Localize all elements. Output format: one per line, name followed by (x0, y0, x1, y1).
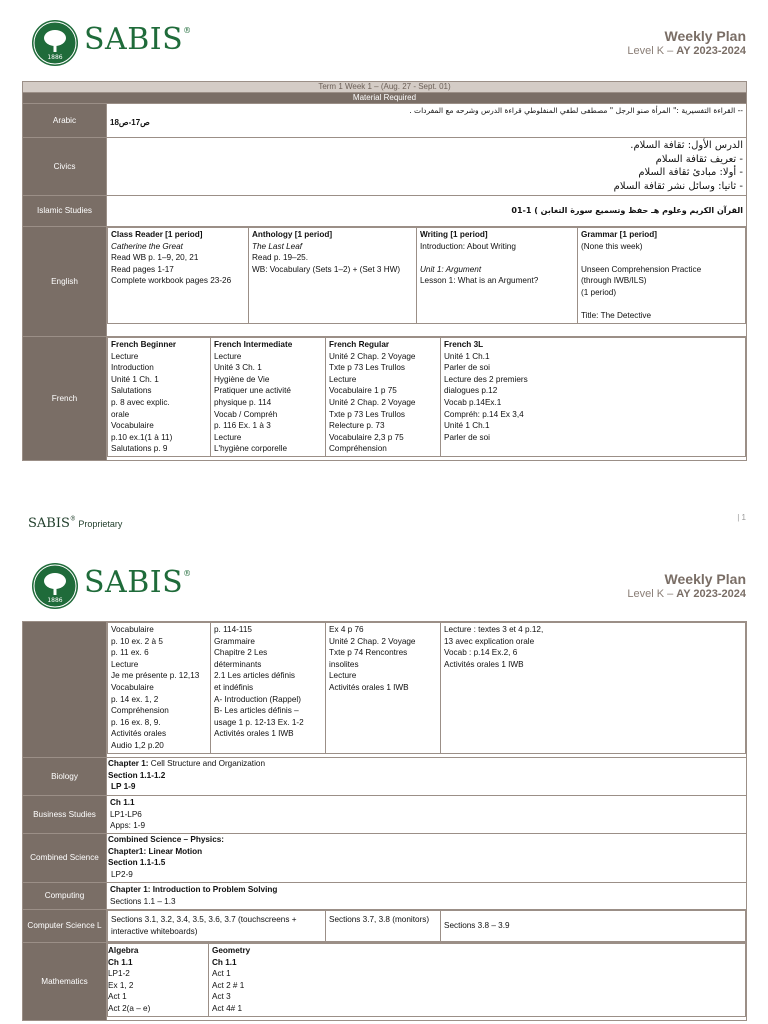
material-row: Material Required (23, 93, 747, 104)
csl-col-2: Sections 3.7, 3.8 (monitors) (326, 911, 441, 942)
subject-biology: Biology (23, 758, 107, 796)
english-writing: Writing [1 period] Introduction: About Writing Unit 1: Argument Lesson 1: What is an Argument? (417, 228, 578, 324)
sabis-logo-2 (32, 563, 212, 613)
row-english (23, 227, 747, 337)
page-number: | 1 (737, 513, 746, 522)
computing-line-1: Chapter 1: Introduction to Problem Solving (110, 885, 278, 894)
subject-civics: Civics (23, 138, 107, 196)
business-lp: LP1-LP6 (110, 809, 142, 819)
row-math (23, 943, 747, 1021)
islamic-line: القرآن الكريم وعلوم هـ حفظ وتسميع سورة التغابن ) 1-01 (511, 206, 743, 216)
subject-arabic: Arabic (23, 104, 107, 138)
subject-combined: Combined Science (23, 834, 107, 883)
plan-title (627, 28, 746, 57)
business-ch: Ch 1.1 (110, 798, 135, 807)
brand-name: SABIS® (84, 22, 192, 57)
row-arabic (23, 104, 747, 138)
sabis-logo (32, 20, 212, 70)
tree-seal-icon: 1886 (32, 20, 78, 66)
subject-english: English (23, 227, 107, 337)
level-ay: Level K – AY 2023-2024 (627, 45, 746, 57)
biology-section: Section 1.1-1.2 (108, 770, 166, 780)
weekly-plan-table-page2 (22, 621, 747, 1021)
page1-footer: SABIS® Proprietary (28, 515, 123, 531)
english-class-reader: Class Reader [1 period] Catherine the Great Read WB p. 1–9, 20, 21 Read pages 1-17 Complete workbook pages 23-26 (108, 228, 249, 324)
french2-intermediate: p. 114-115 Grammaire Chapitre 2 Les déterminants 2.1 Les articles définis et indéfinis A- Introduction (Rappel) B- Les articles définis – usage 1 p. 12-13 Ex. 1-2 Activités orales 1 IWB (211, 623, 326, 754)
page1-header (0, 20, 768, 90)
business-apps: Apps: 1-9 (110, 821, 146, 831)
row-csl (23, 910, 747, 943)
english-grammar: Grammar [1 period] (None this week) Unseen Comprehension Practice (through IWB/ILS) (1 period) Title: The Detective (578, 228, 746, 324)
french-intermediate: French Intermediate Lecture Unité 3 Ch. 1 Hygiène de Vie Pratiquer une activité physique p. 114 Vocab / Compréh p. 116 Ex. 1 à 3 Lecture L'hygiène corporelle (211, 338, 326, 457)
subject-business: Business Studies (23, 796, 107, 834)
civics-lines: الدرس الأول: ثقافة السلام. - تعريف ثقافة السلام - أولا: مبادئ ثقافة السلام - ثانيا: وسائل نشر ثقافة السلام (613, 140, 743, 192)
tree-seal-icon-2: 1886 (32, 563, 78, 609)
french-beginner: French Beginner Lecture Introduction Unité 1 Ch. 1 Salutations p. 8 avec explic. orale Vocabulaire p.10 ex.1(1 à 11) Salutations p. 9 (108, 338, 211, 457)
row-business (23, 796, 747, 834)
csl-col-3: Sections 3.8 – 3.9 (441, 911, 746, 942)
row-biology (23, 758, 747, 796)
math-geometry: Geometry Ch 1.1 Act 1 Act 2 # 1 Act 3 Act 4# 1 (209, 944, 746, 1017)
subject-french-cont (23, 622, 107, 758)
row-french (23, 337, 747, 461)
row-french-cont (23, 622, 747, 758)
row-computing (23, 883, 747, 910)
csl-col-1: Sections 3.1, 3.2, 3.4, 3.5, 3.6, 3.7 (touchscreens + interactive whiteboards) (108, 911, 326, 942)
subject-islamic: Islamic Studies (23, 196, 107, 227)
arabic-line-2: ص17-ص18 (110, 117, 150, 127)
brand-name-2: SABIS® (84, 565, 192, 600)
subject-csl: Computer Science L (23, 910, 107, 943)
french2-regular: Ex 4 p 76 Unité 2 Chap. 2 Voyage Txte p 74 Rencontres insolites Lecture Activités orales 1 IWB (326, 623, 441, 754)
subject-computing: Computing (23, 883, 107, 910)
plan-title-2: Weekly Plan Level K – AY 2023-2024 (627, 571, 746, 600)
combined-line-1: Combined Science – Physics: (108, 835, 225, 844)
english-anthology: Anthology [1 period] The Last Leaf Read p. 19–25. WB: Vocabulary (Sets 1–2) + (Set 3 HW) (249, 228, 417, 324)
combined-line-2: Chapter1: Linear Motion (108, 846, 203, 856)
subject-french: French (23, 337, 107, 461)
french2-beginner: Vocabulaire p. 10 ex. 2 à 5 p. 11 ex. 6 Lecture Je me présente p. 12,13 Vocabulaire p. 14 ex. 1, 2 Compréhension p. 16 ex. 8, 9. Activités orales Audio 1,2 p.20 (108, 623, 211, 754)
biology-lp: LP 1-9 (111, 782, 136, 792)
row-civics (23, 138, 747, 196)
arabic-line-1: -- القراءة التفسيرية :" المرأة صنو الرجل " مصطفى لطفي المنفلوطي قراءة الدرس وشرحه مع المفردات . (409, 106, 743, 115)
biology-chapter: Chapter 1: Cell Structure and Organization (108, 759, 266, 768)
weekly-plan-title: Weekly Plan (664, 28, 746, 44)
french2-3l: Lecture : textes 3 et 4 p.12, 13 avec explication orale Vocab : p.14 Ex.2, 6 Activités orales 1 IWB (441, 623, 746, 754)
weekly-plan-table-page1 (22, 81, 747, 461)
subject-math: Mathematics (23, 943, 107, 1021)
math-algebra: Algebra Ch 1.1 LP1-2 Ex 1, 2 Act 1 Act 2(a – e) (108, 944, 209, 1017)
french-3l: French 3L Unité 1 Ch.1 Parler de soi Lecture des 2 premiers dialogues p.12 Vocab p.14Ex.1 Compréh: p.14 Ex 3,4 Unité 1 Ch.1 Parler de soi (441, 338, 746, 457)
row-combined (23, 834, 747, 883)
row-islamic (23, 196, 747, 227)
combined-line-3: Section 1.1-1.5 (108, 858, 166, 868)
combined-line-4: LP2-9 (111, 869, 133, 879)
french-regular: French Regular Unité 2 Chap. 2 Voyage Txte p 73 Les Trullos Lecture Vocabulaire 1 p 75 Unité 2 Chap. 2 Voyage Txte p 73 Les Trullos Relecture p. 73 Vocabulaire 2,3 p 75 Compréhension (326, 338, 441, 457)
term-row: Term 1 Week 1 – (Aug. 27 - Sept. 01) (23, 82, 747, 93)
computing-line-2: Sections 1.1 – 1.3 (110, 896, 176, 906)
